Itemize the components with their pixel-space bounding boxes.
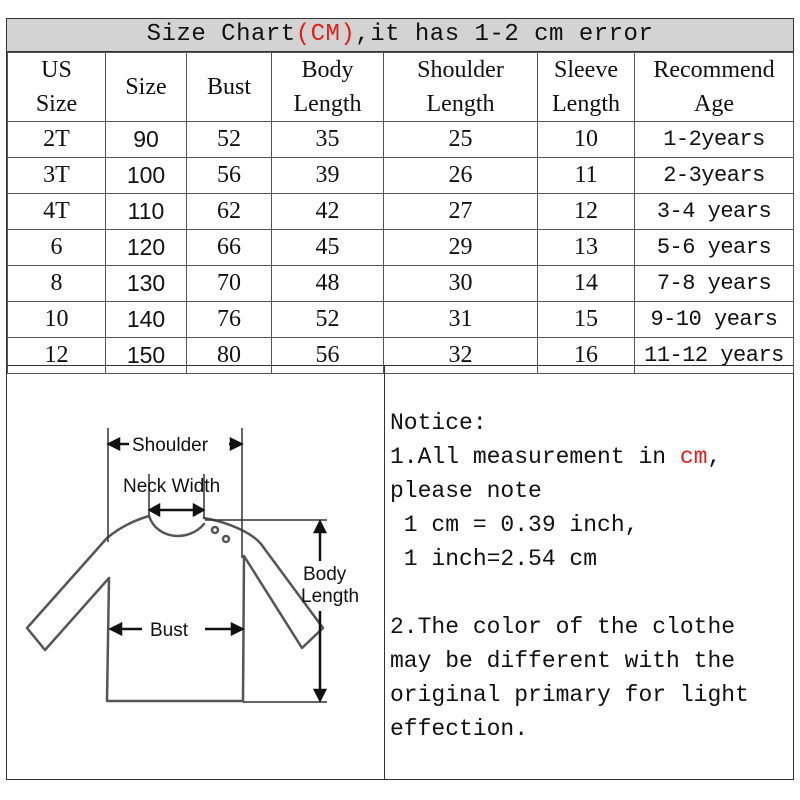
cell-bust: 76 <box>187 302 272 338</box>
section-divider <box>384 366 385 780</box>
guide-lines <box>108 428 327 702</box>
cell-sleeve-length: 12 <box>538 194 635 230</box>
shirt-button <box>223 536 229 542</box>
notice-item-1-line-3: 1 cm = 0.39 inch, <box>390 512 639 538</box>
cell-shoulder-length: 31 <box>384 302 538 338</box>
notice-item-1-line-4: 1 inch=2.54 cm <box>390 546 598 572</box>
cell-us-size: 6 <box>8 230 106 266</box>
neck-width-label: Neck Width <box>123 476 221 497</box>
table-row <box>8 266 794 302</box>
cell-shoulder-length: 25 <box>384 122 538 158</box>
notice-item-1: 1.All measurement in cm, <box>390 444 722 470</box>
size-table <box>7 52 794 374</box>
cell-sleeve-length: 13 <box>538 230 635 266</box>
unit-highlight: cm <box>679 444 708 470</box>
cell-sleeve-length: 11 <box>538 158 635 194</box>
cell-recommend-age: 7-8 years <box>635 266 794 302</box>
size-chart-sheet <box>6 18 794 780</box>
cell-bust: 80 <box>187 338 272 374</box>
table-row <box>8 302 794 338</box>
header-recommend-age: Recommend Age <box>635 53 794 122</box>
cell-sleeve-length: 15 <box>538 302 635 338</box>
cell-body-length: 35 <box>272 122 384 158</box>
header-size: Size <box>106 53 187 122</box>
cell-body-length: 52 <box>272 302 384 338</box>
neck-arrowhead-right <box>194 505 203 515</box>
shoulder-arrowhead-left <box>109 439 119 449</box>
cell-body-length: 56 <box>272 338 384 374</box>
notice-panel <box>390 406 790 746</box>
cell-us-size: 8 <box>8 266 106 302</box>
shirt-collar <box>149 516 204 536</box>
bust-arrowhead-right <box>232 624 242 634</box>
header-us-size: US Size <box>8 53 106 122</box>
header-bust: Bust <box>187 53 272 122</box>
cell-body-length: 48 <box>272 266 384 302</box>
cell-recommend-age: 3-4 years <box>635 194 794 230</box>
cell-us-size: 3T <box>8 158 106 194</box>
notice-item-2-line-2: may be different with the <box>390 648 736 674</box>
notice-item-1-line-2: please note <box>390 478 542 504</box>
cell-shoulder-length: 26 <box>384 158 538 194</box>
cell-sleeve-length: 10 <box>538 122 635 158</box>
cell-us-size: 4T <box>8 194 106 230</box>
title-suffix: ,it has 1-2 cm error <box>355 21 654 48</box>
shirt-body <box>27 516 323 701</box>
shoulder-arrowhead-right <box>231 439 241 449</box>
table-row <box>8 158 794 194</box>
cell-sleeve-length: 14 <box>538 266 635 302</box>
lower-section <box>7 365 793 780</box>
cell-recommend-age: 1-2years <box>635 122 794 158</box>
size-chart-title <box>7 19 793 52</box>
cell-us-size: 10 <box>8 302 106 338</box>
cell-size: 140 <box>106 302 187 338</box>
header-shoulder-length: Shoulder Length <box>384 53 538 122</box>
cell-size: 120 <box>106 230 187 266</box>
header-sleeve-length: Sleeve Length <box>538 53 635 122</box>
cell-bust: 62 <box>187 194 272 230</box>
shirt-outline-icon <box>7 366 384 780</box>
shoulder-label: Shoulder <box>132 435 209 456</box>
cell-us-size: 12 <box>8 338 106 374</box>
cell-recommend-age: 9-10 years <box>635 302 794 338</box>
shirt-outline <box>27 516 323 701</box>
table-row <box>8 122 794 158</box>
neck-arrowhead-left <box>150 505 159 515</box>
cell-size: 130 <box>106 266 187 302</box>
cell-size: 150 <box>106 338 187 374</box>
cell-body-length: 39 <box>272 158 384 194</box>
notice-spacer <box>390 576 790 610</box>
shirt-button <box>212 527 218 533</box>
cell-shoulder-length: 32 <box>384 338 538 374</box>
cell-us-size: 2T <box>8 122 106 158</box>
header-body-length: Body Length <box>272 53 384 122</box>
cell-shoulder-length: 30 <box>384 266 538 302</box>
bust-arrowhead-left <box>111 624 121 634</box>
title-unit: (CM) <box>295 21 356 48</box>
cell-size: 90 <box>106 122 187 158</box>
cell-size: 100 <box>106 158 187 194</box>
cell-body-length: 42 <box>272 194 384 230</box>
cell-bust: 66 <box>187 230 272 266</box>
cell-recommend-age: 5-6 years <box>635 230 794 266</box>
table-header-row <box>8 53 794 122</box>
cell-recommend-age: 2-3years <box>635 158 794 194</box>
table-row <box>8 194 794 230</box>
cell-body-length: 45 <box>272 230 384 266</box>
notice-heading: Notice: <box>390 410 487 436</box>
cell-size: 110 <box>106 194 187 230</box>
cell-bust: 70 <box>187 266 272 302</box>
cell-bust: 52 <box>187 122 272 158</box>
body-length-label-1: Body <box>303 564 347 585</box>
body-arrowhead-top <box>315 522 325 532</box>
measurement-diagram <box>7 366 384 780</box>
title-prefix: Size Chart <box>146 21 296 48</box>
body-arrowhead-bottom <box>315 690 325 700</box>
cell-shoulder-length: 29 <box>384 230 538 266</box>
table-row <box>8 230 794 266</box>
cell-bust: 56 <box>187 158 272 194</box>
cell-sleeve-length: 16 <box>538 338 635 374</box>
body-length-label-2: Length <box>301 586 360 607</box>
notice-item-2-line-1: 2.The color of the clothe <box>390 614 736 640</box>
cell-shoulder-length: 27 <box>384 194 538 230</box>
notice-item-2-line-4: effection. <box>390 716 529 742</box>
notice-item-2-line-3: original primary for light <box>390 682 749 708</box>
bust-label: Bust <box>150 620 189 641</box>
cell-recommend-age: 11-12 years <box>635 338 794 374</box>
